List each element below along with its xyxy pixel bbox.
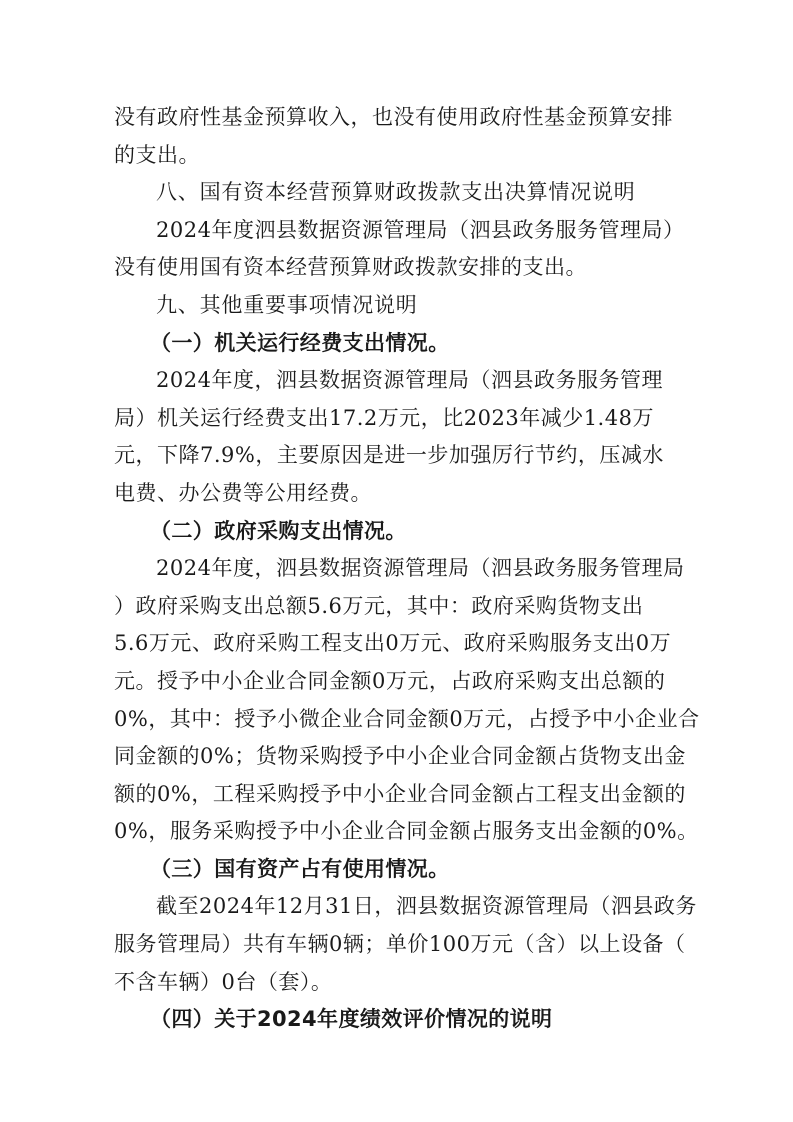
paragraph-line: 服务管理局）共有车辆0辆；单价100万元（含）以上设备（	[114, 932, 686, 957]
paragraph-line: 元，下降7.9%，主要原因是进一步加强厉行节约，压减水	[114, 443, 664, 468]
paragraph-line: 2024年度泗县数据资源管理局（泗县政务服务管理局）	[156, 217, 685, 242]
paragraph-line: 没有政府性基金预算收入，也没有使用政府性基金预算安排	[114, 105, 673, 129]
section-heading-9: 九、其他重要事项情况说明	[156, 292, 418, 317]
subsection-heading-2: （二）政府采购支出情况。	[150, 518, 407, 543]
subsection-heading-4: （四）关于2024年度绩效评价情况的说明	[150, 1007, 553, 1032]
paragraph-line: 局）机关运行经费支出17.2万元，比2023年减少1.48万	[114, 405, 654, 430]
paragraph-line: 额的0%，工程采购授予中小企业合同金额占工程支出金额的	[114, 781, 686, 806]
paragraph-line: 电费、办公费等公用经费。	[114, 480, 372, 505]
paragraph-line: 不含车辆）0台（套）。	[114, 969, 333, 994]
paragraph-line: ）政府采购支出总额5.6万元，其中：政府采购货物支出	[114, 593, 644, 618]
paragraph-line: 没有使用国有资本经营预算财政拨款安排的支出。	[114, 255, 587, 280]
paragraph-line: 0%，其中：授予小微企业合同金额0万元，占授予中小企业合	[114, 706, 700, 731]
paragraph-line: 2024年度，泗县数据资源管理局（泗县政务服务管理局	[156, 556, 685, 581]
paragraph-line: 元。授予中小企业合同金额0万元，占政府采购支出总额的	[114, 668, 666, 693]
paragraph-line: 2024年度，泗县数据资源管理局（泗县政务服务管理	[156, 368, 663, 393]
paragraph-line: 的支出。	[114, 142, 200, 167]
paragraph-line: 同金额的0%；货物采购授予中小企业合同金额占货物支出金	[114, 744, 686, 769]
paragraph-line: 5.6万元、政府采购工程支出0万元、政府采购服务支出0万	[114, 631, 672, 656]
subsection-heading-3: （三）国有资产占有使用情况。	[150, 856, 450, 881]
paragraph-line: 截至2024年12月31日，泗县数据资源管理局（泗县政务	[156, 894, 697, 919]
document-body	[114, 99, 700, 1039]
subsection-heading-1: （一）机关运行经费支出情况。	[150, 330, 450, 355]
paragraph-line: 0%，服务采购授予中小企业合同金额占服务支出金额的0%。	[114, 819, 699, 844]
section-heading-8: 八、国有资本经营预算财政拨款支出决算情况说明	[156, 180, 636, 205]
